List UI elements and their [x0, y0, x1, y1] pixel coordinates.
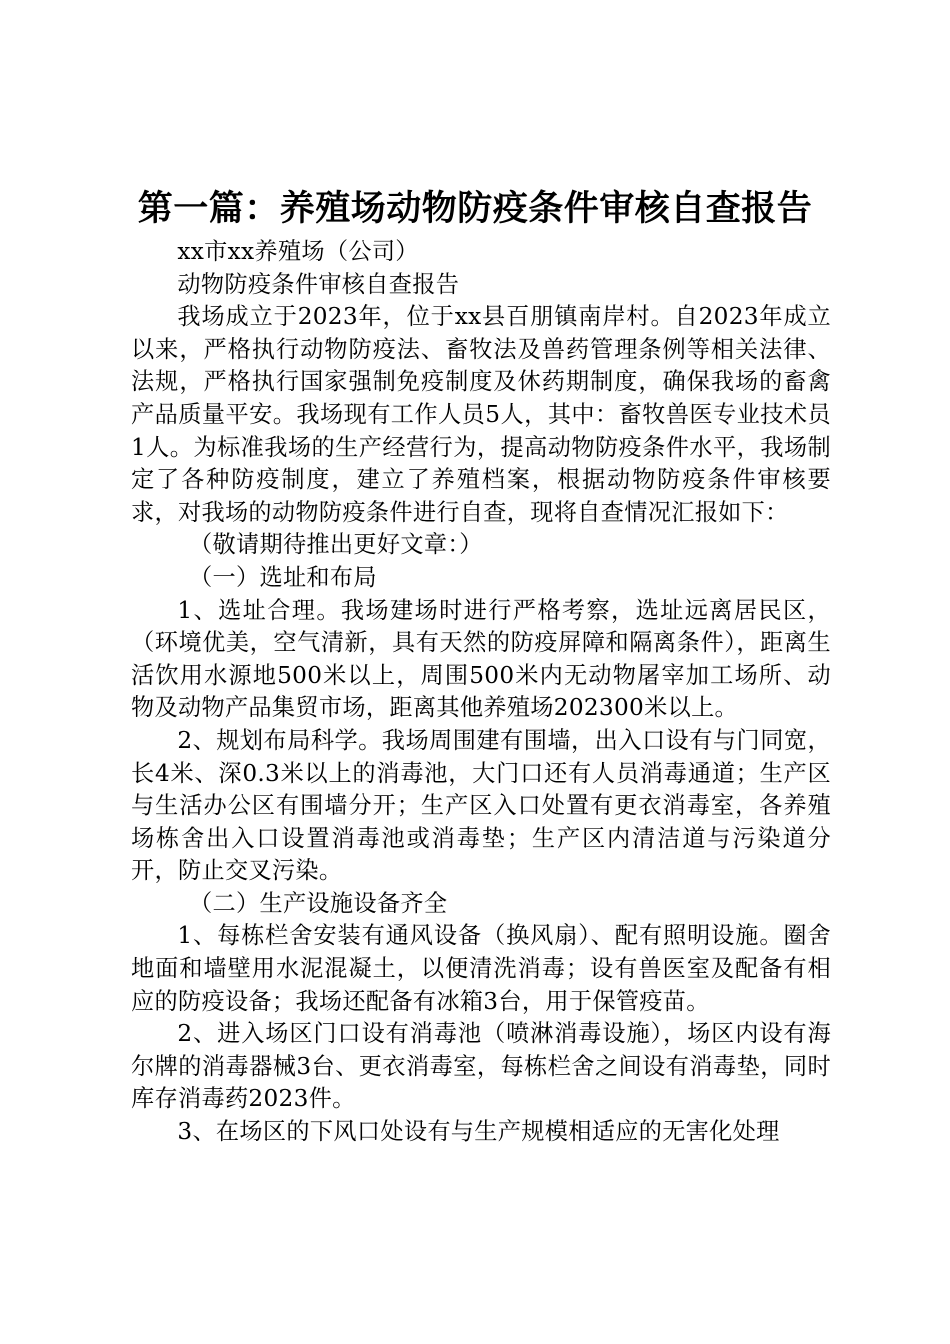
paragraph-disinfection: 2、进入场区门口设有消毒池（喷淋消毒设施），场区内设有海尔牌的消毒器械3台、更衣消毒室，每栋栏舍之间设有消毒垫，同时库存消毒药2023件。 — [131, 1020, 831, 1113]
section-heading-location: （一）选址和布局 — [189, 563, 377, 591]
paragraph-harmless-treatment: 3、在场区的下风口处设有与生产规模相适应的无害化处理 — [177, 1118, 780, 1146]
paragraph-layout-planning: 2、规划布局科学。我场周围建有围墙，出入口设有与门同宽，长4米、深0.3米以上的消毒池，大门口还有人员消毒通道；生产区与生活办公区有围墙分开；生产区入口处置有更衣消毒室，各养殖场栋舍出入口设置消毒池或消毒垫；生产区内清洁道与污染道分开，防止交叉污染。 — [131, 726, 831, 885]
notice-line: （敬请期待推出更好文章：） — [189, 531, 483, 559]
section-heading-facilities: （二）生产设施设备齐全 — [189, 889, 448, 917]
company-name-line: xx市xx养殖场（公司） — [177, 238, 419, 265]
document-body — [131, 236, 831, 1149]
report-subtitle: 动物防疫条件审核自查报告 — [177, 270, 460, 298]
document-title: 第一篇：养殖场动物防疫条件审核自查报告 — [137, 188, 813, 229]
intro-paragraph: 我场成立于2023年，位于xx县百朋镇南岸村。自2023年成立以来，严格执行动物防疫法、畜牧法及兽药管理条例等相关法律、法规，严格执行国家强制免疫制度及休药期制度，确保我场的畜禽产品质量平安。我场现有工作人员5人，其中：畜牧兽医专业技术员1人。为标准我场的生产经营行为，提高动物防疫条件水平，我场制定了各种防疫制度，建立了养殖档案，根据动物防疫条件审核要求，对我场的动物防疫条件进行自查，现将自查情况汇报如下： — [131, 303, 831, 526]
paragraph-site-selection: 1、选址合理。我场建场时进行严格考察，选址远离居民区，（环境优美，空气清新，具有天然的防疫屏障和隔离条件），距离生活饮用水源地500米以上，周围500米内无动物屠宰加工场所、动物及动物产品集贸市场，距离其他养殖场202300米以上。 — [131, 596, 831, 722]
paragraph-ventilation: 1、每栋栏舍安装有通风设备（换风扇）、配有照明设施。圈舍地面和墙壁用水泥混凝土，以便清洗消毒；设有兽医室及配备有相应的防疫设备；我场还配备有冰箱3台，用于保管疫苗。 — [131, 922, 831, 1015]
